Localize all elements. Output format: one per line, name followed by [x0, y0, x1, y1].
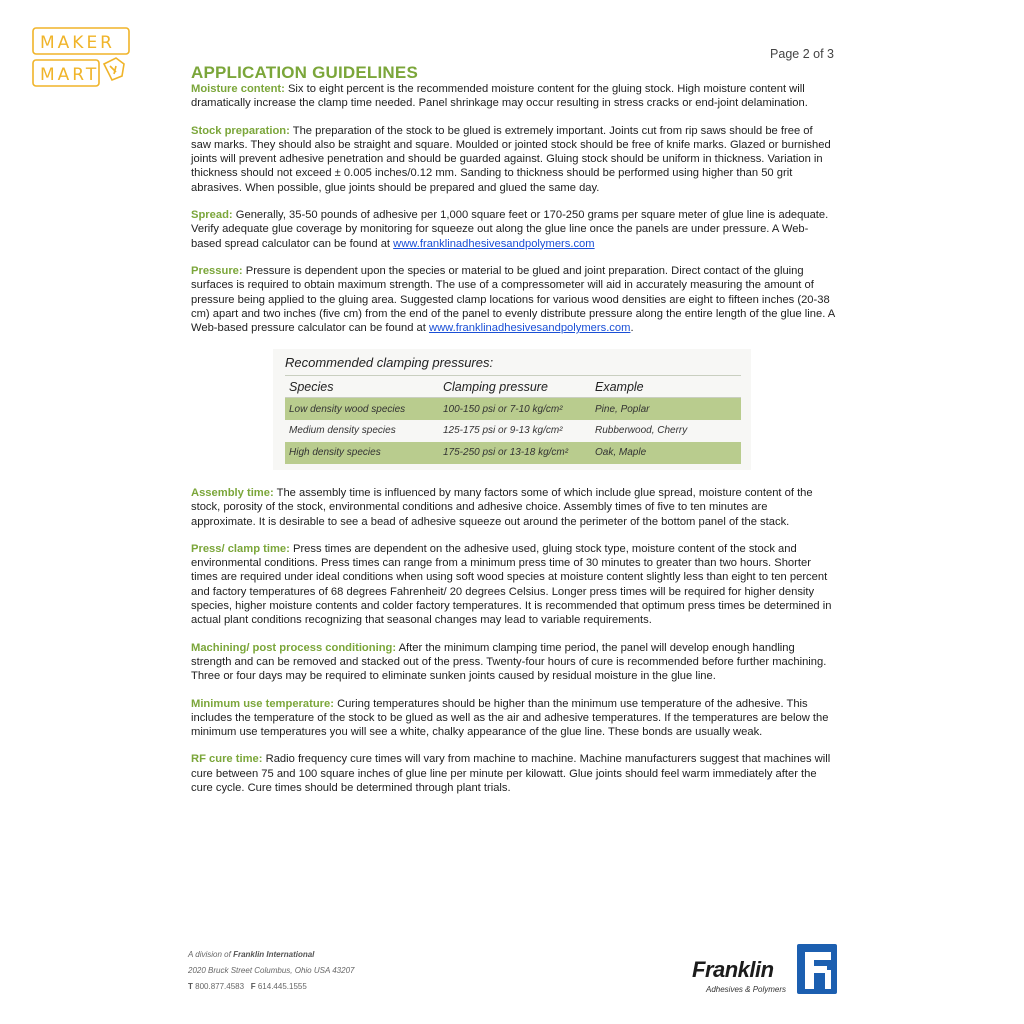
- section-text: The preparation of the stock to be glued is extremely important. Joints cut from rip saws should be free of saw marks. They should also be straight and square. Moulded or jointed stock should be free of knife marks. Glazed or burnished joints will prevent adhesive penetration and should be guarded against. Gluing stock should be uniform in thickness. Variation in thickness should not exceed ± 0.005 inches/0.12 mm. Sanding to thickness should be performed using higher than 50 grit abrasives. When possible, glue joints should be prepared and glued the same day.: [191, 124, 831, 194]
- section-press-clamp-time: [191, 542, 835, 628]
- section-pressure: [191, 264, 835, 335]
- document-body: [191, 63, 835, 808]
- clamping-pressure-table: [273, 349, 751, 470]
- section-heading: Spread:: [191, 209, 233, 222]
- spread-calculator-link[interactable]: www.franklinadhesivesandpolymers.com: [393, 237, 595, 250]
- section-rf-cure-time: [191, 752, 835, 795]
- table-row: [285, 420, 741, 442]
- footer-division: [188, 947, 354, 963]
- table-cell: Medium density species: [289, 425, 396, 437]
- logo-line2: MART: [40, 65, 100, 85]
- page-title: APPLICATION GUIDELINES: [191, 63, 418, 82]
- section-heading: Moisture content:: [191, 83, 285, 95]
- footer-address: 2020 Bruck Street Columbus, Ohio USA 43207: [188, 966, 355, 975]
- section-machining: [191, 641, 835, 684]
- fax-label: F: [250, 982, 256, 991]
- table-row: [285, 442, 741, 464]
- section-spread: [191, 208, 835, 251]
- section-text: Press times are dependent on the adhesive used, gluing stock type, moisture content of the stock and environmental conditions. Press times can range from a minimum press time of 30 minutes to greater than two hours. Shorter times are required under ideal conditions when using soft wood species at moisture content slightly less than eight to ten percent and factory temperatures of 68 degrees Fahrenheit/ 20 degrees Celsius. Longer press times will be required for higher density species, higher moisture contents and colder factory temperatures. It is recommended that optimum press times be determined in actual plant conditions recognizing that seasonal changes may lead to variable requirements.: [191, 542, 832, 627]
- section-heading: Assembly time:: [191, 486, 274, 499]
- section-text: Generally, 35-50 pounds of adhesive per 1,000 square feet or 170-250 grams per square meter of glue line is adequate. Verify adequate glue coverage by monitoring for squeeze out along the glue line once the panels are under pressure. A Web-based spread calculator can be found at: [191, 209, 829, 250]
- fax-number: 614.445.1555: [257, 982, 307, 991]
- section-text: The assembly time is influenced by many factors some of which include glue spread, moisture content of the stock, porosity of the stock, environmental conditions and adhesive choice. Assembly times of five to ten minutes are approximate. It is desirable to see a bead of adhesive squeeze out around the perimeter of the bottom panel of the stack.: [191, 486, 813, 528]
- maker-mart-logo: [32, 26, 136, 90]
- table-cell: Oak, Maple: [591, 442, 741, 464]
- franklin-f-icon: [795, 940, 839, 996]
- page-number: Page 2 of 3: [770, 47, 834, 61]
- section-text-tail: .: [630, 322, 634, 335]
- table-header: Species: [285, 376, 439, 398]
- table-header: Clamping pressure: [439, 376, 591, 398]
- brand-name: Franklin: [692, 957, 774, 982]
- section-heading: Press/ clamp time:: [191, 542, 290, 555]
- table-cell: Pine, Poplar: [591, 398, 741, 420]
- table-cell: Low density wood species: [285, 398, 439, 420]
- section-assembly-time: [191, 486, 835, 529]
- section-heading: Machining/ post process conditioning:: [191, 641, 397, 654]
- footer-contact: [188, 979, 354, 995]
- footer-address-block: [188, 947, 354, 995]
- table-cell: 175-250 psi or 13-18 kg/cm²: [439, 442, 591, 464]
- section-minimum-use-temperature: [191, 697, 835, 740]
- table-cell: High density species: [285, 442, 439, 464]
- section-heading: Pressure:: [191, 264, 243, 277]
- section-stock-preparation: [191, 124, 835, 195]
- phone-number: 800.877.4583: [195, 982, 245, 991]
- table-cell: Rubberwood, Cherry: [595, 425, 688, 437]
- phone-label: T: [188, 982, 193, 991]
- brand-subtitle: Adhesives & Polymers: [706, 985, 787, 994]
- pressure-calculator-link[interactable]: www.franklinadhesivesandpolymers.com: [428, 322, 631, 335]
- franklin-logo: [692, 940, 844, 1000]
- table-header: Example: [591, 376, 741, 398]
- section-heading: RF cure time:: [191, 753, 263, 766]
- table-cell: 100-150 psi or 7-10 kg/cm²: [439, 398, 591, 420]
- section-text: Curing temperatures should be higher than the minimum use temperature of the adhesive. This includes the temperature of the stock to be glued as well as the air and adhesive temperatures. If the temperatures are below the minimum use temperatures you will see a white, chalky appearance of the glue line. These bonds are usually weak.: [191, 697, 829, 739]
- table-row: [285, 398, 741, 420]
- section-text: After the minimum clamping time period, the panel will develop enough handling strength and can be removed and stacked out of the press. Twenty-four hours of cure is recommended before further machining. Three or four days may be required to eliminate sunken joints caused by residual moisture in the glue line.: [191, 641, 827, 683]
- table-cell: 125-175 psi or 9-13 kg/cm²: [443, 425, 563, 437]
- section-text: Six to eight percent is the recommended moisture content for the gluing stock. High moisture content will dramatically increase the clamp time needed. Panel shrinkage may occur resulting in stress cracks or end-joint delamination.: [191, 83, 808, 110]
- section-heading: Stock preparation:: [191, 124, 290, 137]
- section-moisture: [191, 82, 835, 111]
- table-header-row: [285, 376, 741, 398]
- section-text: Radio frequency cure times will vary from machine to machine. Machine manufacturers suggest that machines will cure between 75 and 100 square inches of glue line per minute per kilowatt. Glue joints should feel warm immediately after the cure cycle. Cure times should be determined through plant trials.: [191, 753, 831, 794]
- footer-division-name: Franklin International: [233, 950, 315, 959]
- logo-line1: MAKER: [40, 33, 115, 53]
- section-heading: Minimum use temperature:: [191, 697, 334, 710]
- footer-division-prefix: A division of: [188, 950, 234, 959]
- table-title: Recommended clamping pressures:: [285, 353, 741, 376]
- section-text: Pressure is dependent upon the species or material to be glued and joint preparation. Direct contact of the gluing surfaces is required to obtain maximum strength. The use of a compressometer will aid in accurately measuring the amount of pressure being applied to the gluing area. Suggested clamp locations for various wood densities are eight to fifteen inches (20-38 cm) apart and two inches (five cm) from the end of the panel to evenly distribute pressure along the entire length of the glue line. A Web-based pressure calculator can be found at: [191, 264, 835, 335]
